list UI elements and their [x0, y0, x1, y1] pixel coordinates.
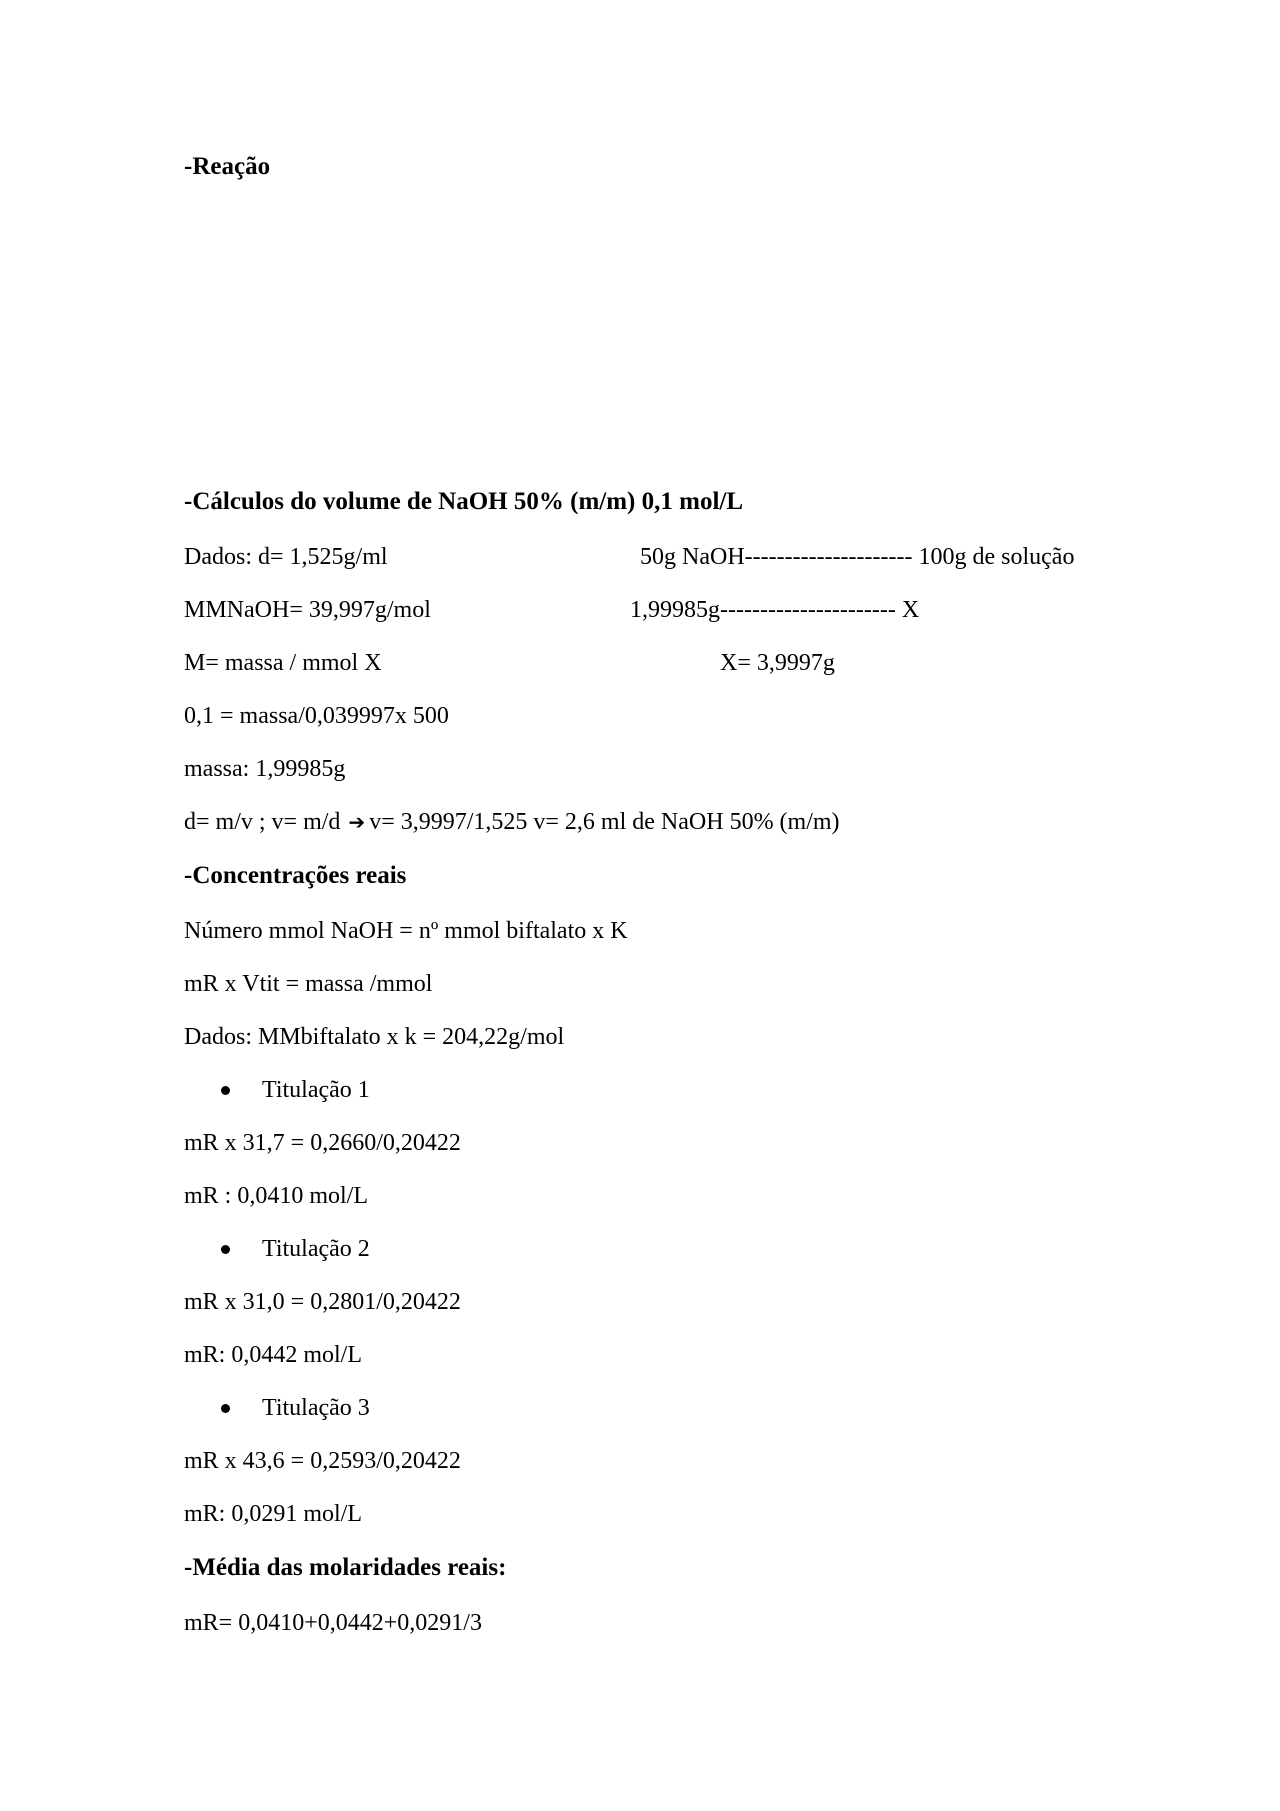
conc-line-numero-mmol: Número mmol NaOH = nº mmol biftalato x K: [184, 918, 628, 944]
calc-line-massa-eq: 0,1 = massa/0,039997x 500: [184, 703, 449, 729]
section-heading-concentracoes: -Concentrações reais: [184, 862, 407, 889]
volume-line-start: d= m/v ; v= m/d: [184, 809, 341, 835]
titulacao-2-calc: mR x 31,0 = 0,2801/0,20422: [184, 1289, 461, 1315]
proportion-line-1: 50g NaOH--------------------- 100g de solução: [640, 544, 1075, 570]
section-heading-reacao: -Reação: [184, 153, 271, 180]
titulacao-1-calc: mR x 31,7 = 0,2660/0,20422: [184, 1130, 461, 1156]
titulacao-label: Titulação 3: [262, 1395, 370, 1421]
bullet-icon: [221, 1245, 230, 1254]
calc-line-dados: Dados: d= 1,525g/ml: [184, 544, 388, 570]
conc-line-dados: Dados: MMbiftalato x k = 204,22g/mol: [184, 1024, 565, 1050]
proportion-line-2: 1,99985g---------------------- X: [630, 597, 920, 623]
calc-line-molaridade: M= massa / mmol X: [184, 650, 382, 676]
volume-line-end: v= 3,9997/1,525 v= 2,6 ml de NaOH 50% (m/m): [369, 809, 840, 835]
volume-line: [184, 808, 840, 836]
section-heading-calculos: -Cálculos do volume de NaOH 50% (m/m) 0,1 mol/L: [184, 488, 744, 515]
titulacao-label: Titulação 1: [262, 1077, 370, 1103]
section-heading-media: -Média das molaridades reais:: [184, 1554, 507, 1581]
calc-line-massa: massa: 1,99985g: [184, 756, 346, 782]
conc-line-mr-vtit: mR x Vtit = massa /mmol: [184, 971, 433, 997]
titulacao-3-result: mR: 0,0291 mol/L: [184, 1501, 363, 1527]
media-line: mR= 0,0410+0,0442+0,0291/3: [184, 1610, 482, 1636]
bullet-icon: [221, 1404, 230, 1413]
proportion-result: X= 3,9997g: [720, 650, 835, 676]
right-arrow-icon: ➔: [348, 810, 366, 834]
titulacao-1-result: mR : 0,0410 mol/L: [184, 1183, 369, 1209]
titulacao-3-calc: mR x 43,6 = 0,2593/0,20422: [184, 1448, 461, 1474]
calc-line-mmnaoh: MMNaOH= 39,997g/mol: [184, 597, 431, 623]
titulacao-label: Titulação 2: [262, 1236, 370, 1262]
bullet-icon: [221, 1086, 230, 1095]
titulacao-2-result: mR: 0,0442 mol/L: [184, 1342, 363, 1368]
